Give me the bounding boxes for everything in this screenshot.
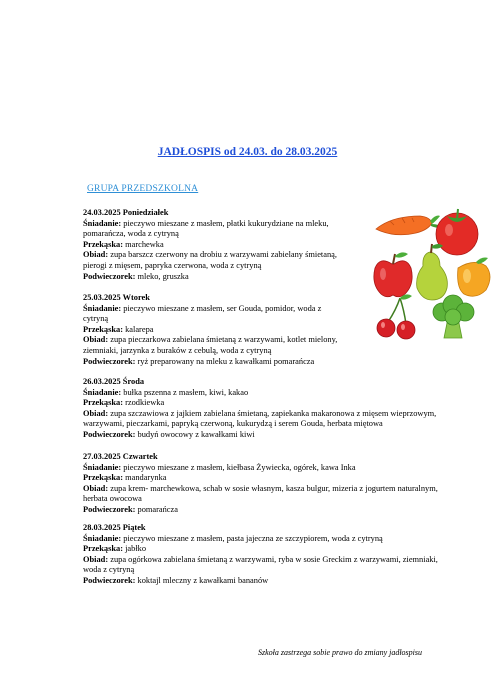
day-heading: 24.03.2025 Poniedziałek [83, 208, 169, 217]
menu-line: Podwieczorek: pomarańcza [83, 504, 178, 514]
menu-line: ziemniaki, jarzynka z buraków z cebulą, woda z cytryną [83, 345, 272, 355]
day-block [83, 208, 337, 282]
menu-line: Przekąska: marchewka [83, 239, 164, 249]
day-heading: 27.03.2025 Czwartek [83, 452, 158, 461]
menu-line: Śniadanie: pieczywo mieszane z masłem, ser Gouda, pomidor, woda z [83, 303, 322, 313]
carrot-icon [376, 216, 442, 235]
menu-line: Obiad: zupa szczawiowa z jajkiem zabielana śmietaną, zapiekanka makaronowa z mięsem wieprzowym, [83, 408, 437, 418]
menu-line: pomarańcza, woda z cytryną [83, 229, 179, 239]
day-heading: 28.03.2025 Piątek [83, 523, 146, 532]
day-block [83, 377, 436, 441]
menu-line: herbata owocowa [83, 494, 142, 504]
footer-note: Szkoła zastrzega sobie prawo do zmiany jadłospisu [258, 648, 423, 657]
menu-line: Obiad: zupa ogórkowa zabielana śmietaną z warzywami, ryba w sosie Greckim z warzywami, ziemniaki, [83, 554, 438, 564]
day-block [83, 452, 438, 516]
menu-line: woda z cytryną [83, 565, 135, 575]
menu-line: Śniadanie: pieczywo mieszane z masłem, pasta jajeczna ze szczypiorem, woda z cytryną [83, 533, 383, 543]
day-block [83, 293, 337, 367]
fruit-illustration [372, 206, 494, 342]
page-title: JADŁOSPIS od 24.03. do 28.03.2025 [157, 146, 338, 158]
menu-line: Przekąska: rzodkiewka [83, 398, 165, 408]
menu-line: Przekąska: jabłko [83, 544, 147, 554]
menu-line: Podwieczorek: mleko, gruszka [83, 271, 189, 281]
pear-icon [417, 244, 448, 300]
menu-line: warzywami, pieczarkami, papryką czerwoną, kukurydzą i serem Gouda, herbata miętowa [83, 419, 383, 429]
menu-line: cytryną [83, 314, 109, 324]
day-heading: 25.03.2025 Wtorek [83, 293, 150, 302]
menu-line: Śniadanie: pieczywo mieszane z masłem, kiełbasa Żywiecka, ogórek, kawa Inka [83, 462, 356, 472]
menu-line: Śniadanie: pieczywo mieszane z masłem, płatki kukurydziane na mleku, [83, 218, 329, 228]
menu-line: Podwieczorek: ryż preparowany na mleku z kawałkami pomarańcza [83, 356, 315, 366]
menu-line: Obiad: zupa pieczarkowa zabielana śmietaną z warzywami, kotlet mielony, [83, 335, 338, 345]
broccoli-icon [433, 295, 474, 338]
menu-line: Podwieczorek: koktajl mleczny z kawałkami bananów [83, 575, 269, 585]
mango-icon [458, 258, 490, 297]
menu-line: Obiad: zupa krem- marchewkowa, schab w sosie własnym, kasza bulgur, mizeria z jogurtem naturalnym, [83, 483, 438, 493]
tomato-icon [436, 209, 478, 255]
menu-line: Przekąska: mandarynka [83, 473, 167, 483]
menu-line: Śniadanie: bułka pszenna z masłem, kiwi, kakao [83, 387, 249, 397]
menu-line: pierogi z mięsem, papryka czerwona, woda z cytryną [83, 260, 262, 270]
day-heading: 26.03.2025 Środa [83, 377, 145, 386]
day-block [83, 523, 438, 587]
menu-line: Przekąska: kalarepa [83, 324, 154, 334]
apple-icon [374, 252, 412, 296]
menu-line: Podwieczorek: budyń owocowy z kawałkami kiwi [83, 429, 255, 439]
menu-line: Obiad: zupa barszcz czerwony na drobiu z warzywami zabielany śmietaną, [83, 250, 337, 260]
group-heading: GRUPA PRZEDSZKOLNA [87, 184, 199, 194]
cherries-icon [377, 294, 415, 339]
